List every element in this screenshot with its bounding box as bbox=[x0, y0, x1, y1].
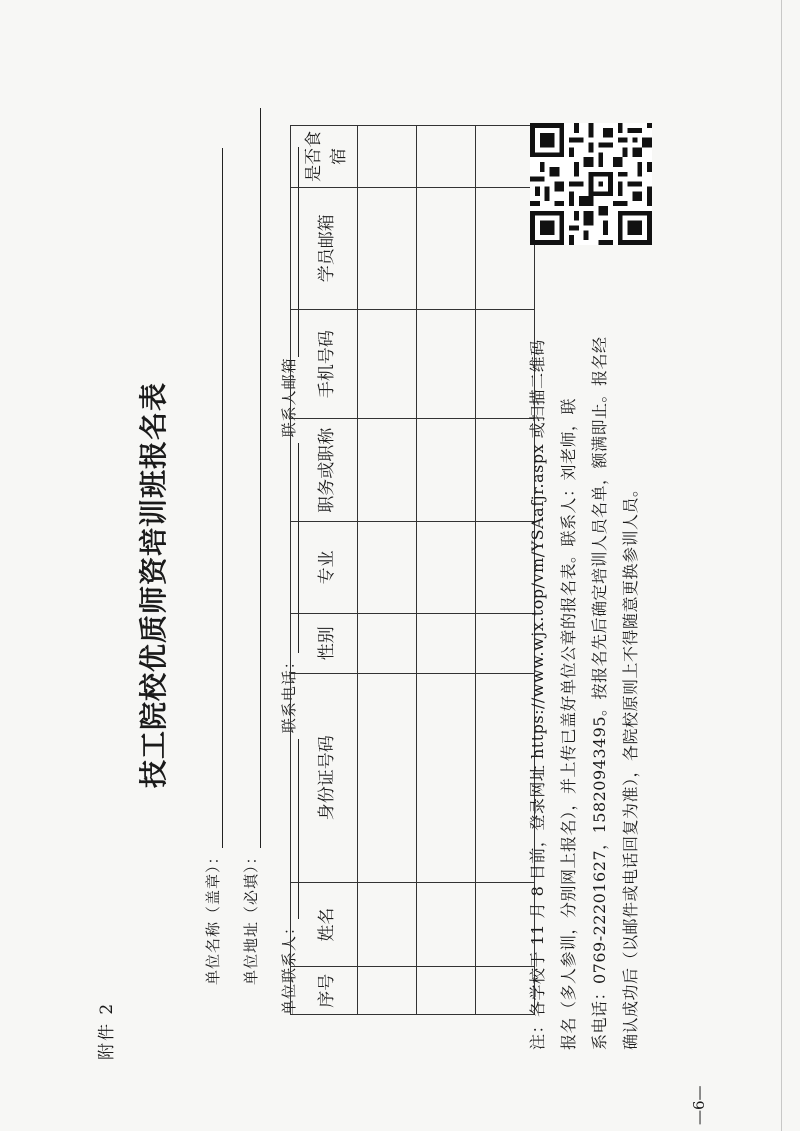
email-label: 联系人邮箱 bbox=[280, 357, 298, 438]
table-cell bbox=[417, 126, 476, 188]
phone-label: 联系电话： bbox=[280, 653, 298, 734]
table-cell bbox=[358, 967, 417, 1015]
table-cell bbox=[358, 419, 417, 522]
unit-address-field bbox=[240, 108, 261, 985]
table-row bbox=[417, 126, 476, 1015]
unit-name-label: 单位名称（盖章）： bbox=[204, 848, 222, 985]
table-cell bbox=[417, 882, 476, 967]
table-cell bbox=[358, 309, 417, 419]
header-accommodation: 是否食宿 bbox=[291, 126, 358, 188]
table-cell bbox=[358, 613, 417, 673]
header-major: 专业 bbox=[291, 521, 358, 613]
table-cell bbox=[417, 521, 476, 613]
table-cell bbox=[417, 187, 476, 309]
unit-address-line bbox=[244, 108, 261, 848]
note-line: 确认成功后（以邮件或电话回复为准），各院校原则上不得随意更换参训人员。 bbox=[621, 480, 640, 1050]
scan-edge-line bbox=[781, 0, 782, 1131]
header-position: 职务或职称 bbox=[291, 419, 358, 522]
table-cell bbox=[476, 126, 535, 188]
unit-name-line bbox=[206, 148, 223, 848]
unit-name-field bbox=[202, 148, 223, 985]
page-number: —6— bbox=[690, 1085, 708, 1125]
table-cell bbox=[417, 967, 476, 1015]
table-cell bbox=[358, 126, 417, 188]
table-header-row bbox=[291, 126, 358, 1015]
table-cell bbox=[358, 187, 417, 309]
header-email: 学员邮箱 bbox=[291, 187, 358, 309]
header-seq: 序号 bbox=[291, 967, 358, 1015]
table-cell bbox=[417, 419, 476, 522]
unit-address-label: 单位地址（必填）： bbox=[242, 848, 260, 985]
qr-code-icon[interactable] bbox=[530, 123, 652, 245]
table-cell bbox=[358, 882, 417, 967]
header-name: 姓名 bbox=[291, 882, 358, 967]
table-cell bbox=[417, 613, 476, 673]
registration-table bbox=[290, 125, 535, 1015]
note-line: 报名（多人参训，分别网上报名），并上传已盖好单位公章的报名表。联系人：刘老师，联 bbox=[559, 397, 578, 1050]
note-line: 系电话：0769-22201627，15820943495。按报名先后确定培训人员名单，额满即止。报名经 bbox=[590, 336, 609, 1050]
rotated-form-sheet bbox=[90, 85, 708, 1125]
registration-notes bbox=[522, 290, 646, 1050]
attachment-label: 附件 2 bbox=[97, 1001, 117, 1060]
header-gender: 性别 bbox=[291, 613, 358, 673]
table-row bbox=[358, 126, 417, 1015]
note-line: 注：各学校于 11 月 8 日前，登录网址 https://www.wjx.top/vm/YSAafjr.aspx 或扫描二维码 bbox=[528, 339, 547, 1050]
header-mobile: 手机号码 bbox=[291, 309, 358, 419]
table-cell bbox=[417, 673, 476, 882]
table-cell bbox=[358, 521, 417, 613]
table-cell bbox=[417, 309, 476, 419]
contact-label: 单位联系人： bbox=[280, 918, 298, 1015]
form-title: 技工院校优质师资培训班报名表 bbox=[137, 382, 170, 789]
table-cell bbox=[358, 673, 417, 882]
header-id-number: 身份证号码 bbox=[291, 673, 358, 882]
